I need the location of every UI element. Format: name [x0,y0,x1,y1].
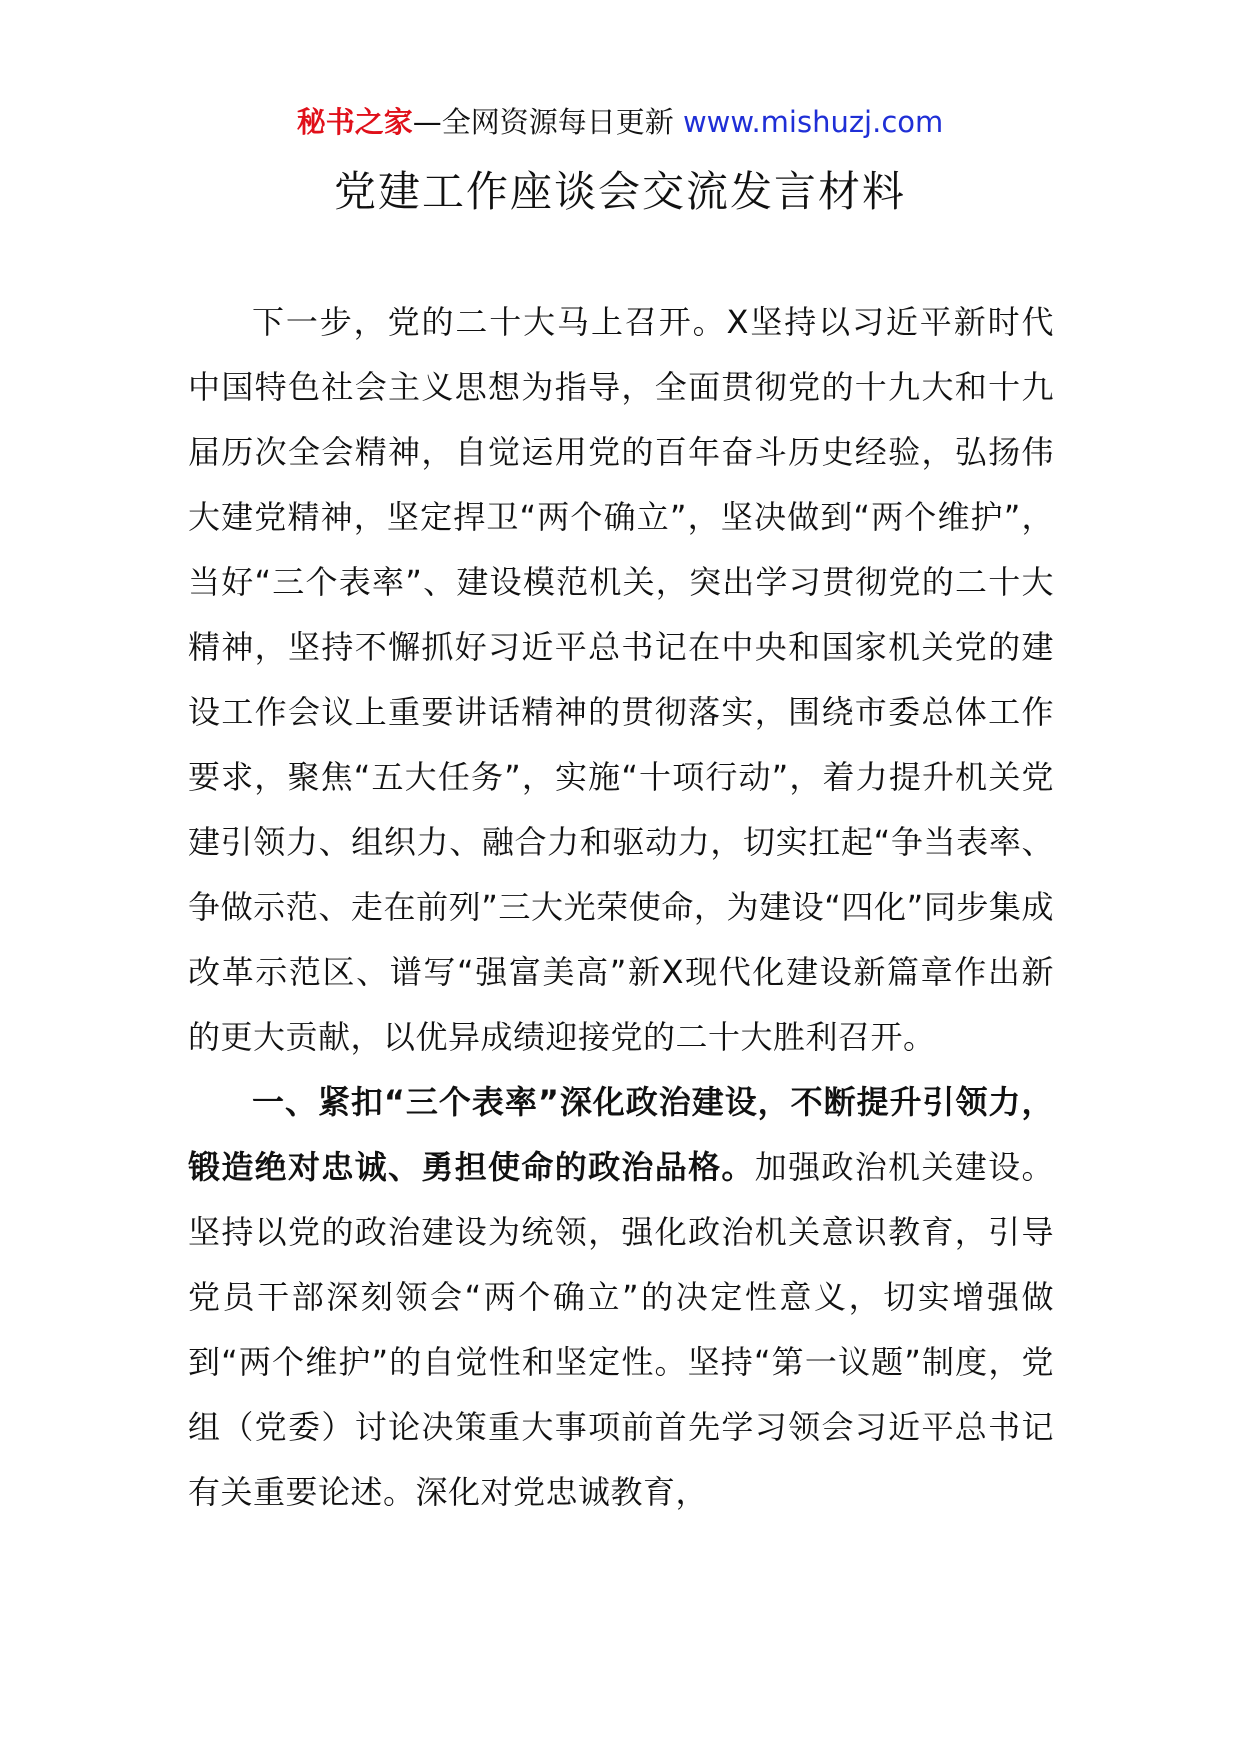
paragraph-intro-text: 下一步，党的二十大马上召开。X坚持以习近平新时代中国特色社会主义思想为指导，全面贯彻党的十九大和十九届历次全会精神，自觉运用党的百年奋斗历史经验，弘扬伟大建党精神，坚定捍卫“两个确立”，坚决做到“两个维护”，当好“三个表率”、建设模范机关，突出学习贯彻党的二十大精神，坚持不懈抓好习近平总书记在中央和国家机关党的建设工作会议上重要讲话精神的贯彻落实，围绕市委总体工作要求，聚焦“五大任务”，实施“十项行动”，着力提升机关党建引领力、组织力、融合力和驱动力，切实扛起“争当表率、争做示范、走在前列”三大光荣使命，为建设“四化”同步集成改革示范区、谱写“强富美高”新X现代化建设新篇章作出新的更大贡献，以优异成绩迎接党的二十大胜利召开。 [188,303,1054,1056]
site-tagline: —全网资源每日更新 [412,105,674,139]
document-body [188,290,1054,1525]
paragraph-intro [188,290,1054,1070]
paragraph-section-one [188,1070,1054,1525]
site-url-link[interactable]: www.mishuzj.com [682,105,944,139]
brand-name: 秘书之家 [296,105,413,139]
section-one-text: 加强政治机关建设。坚持以党的政治建设为统领，强化政治机关意识教育，引导党员干部深刻领会“两个确立”的决定性意义，切实增强做到“两个维护”的自觉性和坚定性。坚持“第一议题”制度，党组（党委）讨论决策重大事项前首先学习领会习近平总书记有关重要论述。深化对党忠诚教育， [188,1148,1054,1511]
site-watermark-header [0,100,1240,144]
section-one-heading: 一、紧扣“三个表率”深化政治建设，不断提升引领力，锻造绝对忠诚、勇担使命的政治品格。 [188,1083,1054,1186]
document-title: 党建工作座谈会交流发言材料 [333,167,906,216]
